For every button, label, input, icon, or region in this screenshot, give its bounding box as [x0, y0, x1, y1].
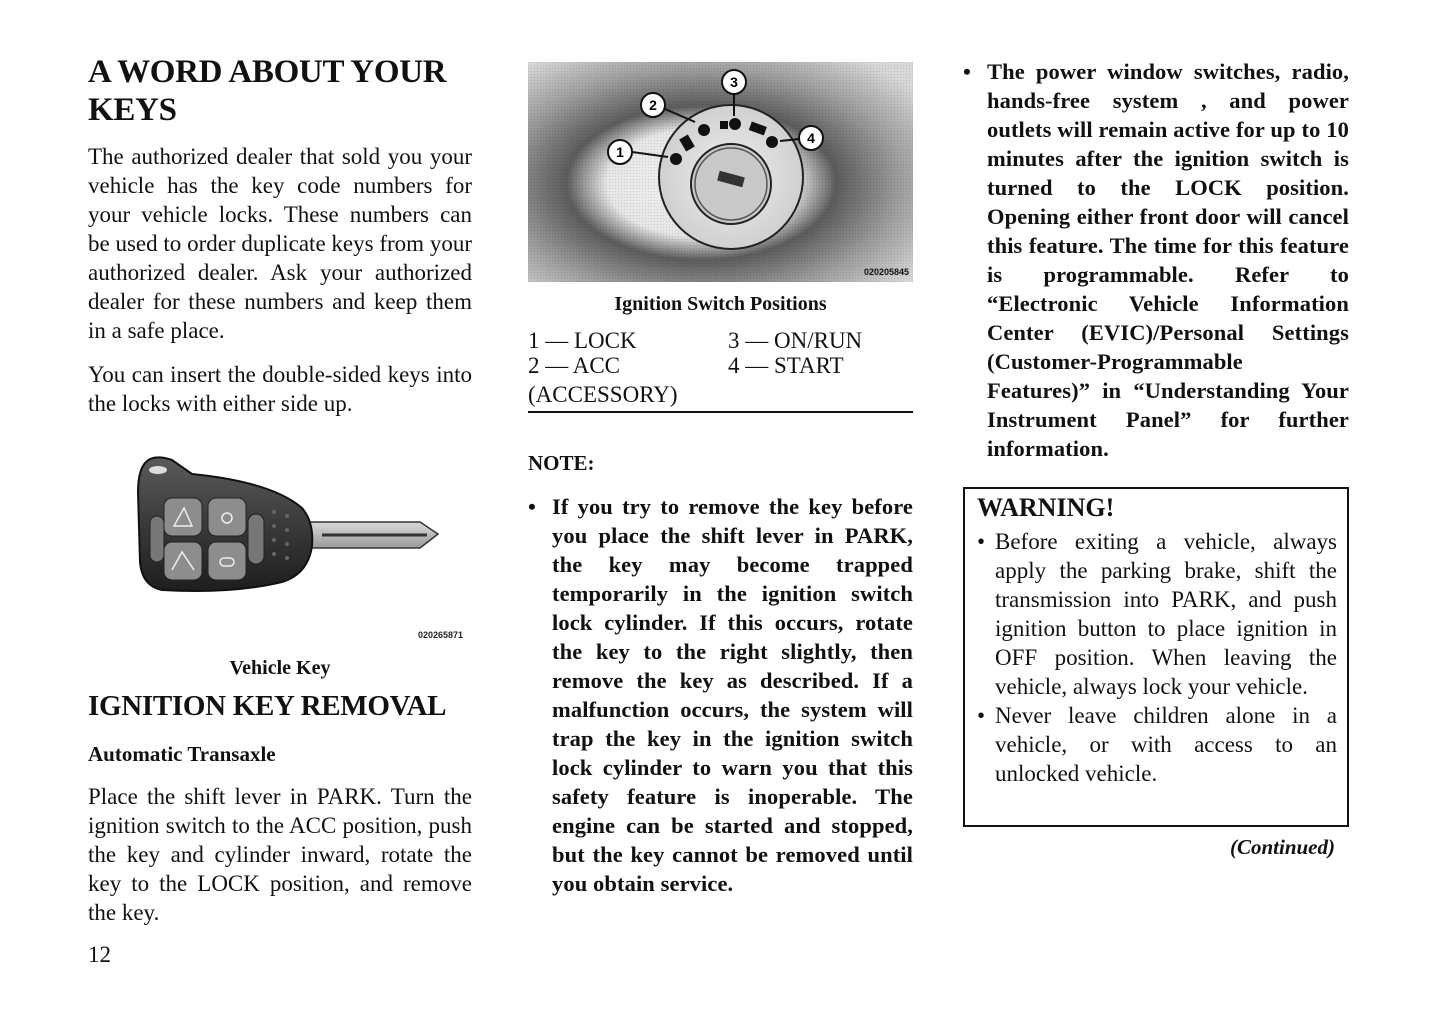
position-acc: 2 — ACC	[528, 353, 621, 378]
ignition-figure-id: 020205845	[864, 267, 910, 277]
page-number: 12	[88, 942, 111, 967]
svg-text:4: 4	[807, 130, 815, 146]
note-list	[528, 492, 913, 898]
vehicle-key-icon	[132, 452, 472, 622]
position-start: 4 — START	[728, 353, 844, 378]
svg-text:2: 2	[649, 97, 657, 113]
warning-title: WARNING!	[977, 493, 1115, 522]
ignition-figure-caption: Ignition Switch Positions	[614, 293, 827, 315]
warning-box	[963, 487, 1349, 827]
warning-item: • Before exiting a vehicle, always apply the parking brake, shift the transmission into PARK, and push ignition button to place ignition in OFF position. When leaving the vehicle, always lock your vehicle.	[977, 527, 1337, 701]
section-title: IGNITION KEY REMOVAL	[88, 690, 447, 722]
power-feature-item: • The power window switches, radio, hands-free system , and power outlets will remain active for up to 10 minutes after the ignition switch is turned to the LOCK position. Opening either front door will cancel this feature. The time for this feature is programmable. Refer to “Electronic Vehicle Information Center (EVIC)/Personal Settings (Customer-Programmable Features)” in “Understanding Your Instrument Panel” for further information.	[963, 57, 1349, 463]
key-removal-paragraph: Place the shift lever in PARK. Turn the ignition switch to the ACC position, push the key and cylinder inward, rotate the key to the LOCK position, and remove the key.	[88, 784, 472, 925]
ignition-positions-legend	[528, 328, 913, 407]
page-title: A WORD ABOUT YOUR KEYS	[88, 54, 447, 128]
divider-rule	[528, 411, 913, 413]
warning-list	[977, 527, 1337, 788]
svg-text:1: 1	[616, 144, 624, 160]
continued-label: (Continued)	[1229, 835, 1335, 859]
note-item: • If you try to remove the key before you place the shift lever in PARK, the key may become trapped temporarily in the ignition switch lock cylinder. If this occurs, rotate the key to the right slightly, then remove the key as described. If a malfunction occurs, the system will trap the key in the ignition switch lock cylinder to warn you that this safety feature is inoperable. The engine can be started and stopped, but the key cannot be removed until you obtain service.	[528, 492, 913, 898]
subsection-title: Automatic Transaxle	[88, 742, 276, 766]
power-feature-list	[963, 57, 1349, 463]
warning-item: • Never leave children alone in a vehicle, or with access to an unlocked vehicle.	[977, 701, 1337, 788]
vehicle-key-illustration	[132, 452, 472, 622]
key-code-paragraph: The authorized dealer that sold you your vehicle has the key code numbers for your vehicle locks. These numbers can be used to order duplicate keys from your authorized dealer. Ask your authorized dealer for these numbers and keep them in a safe place.	[88, 144, 472, 343]
position-acc-accessory: (ACCESSORY)	[528, 382, 678, 407]
svg-text:3: 3	[730, 74, 738, 90]
position-lock: 1 — LOCK	[528, 328, 637, 353]
ignition-switch-icon	[528, 62, 913, 282]
key-figure-id: 020265871	[418, 630, 464, 640]
note-label: NOTE:	[528, 451, 595, 475]
key-figure-caption: Vehicle Key	[229, 657, 331, 679]
double-sided-key-paragraph: You can insert the double-sided keys into the locks with either side up.	[88, 362, 472, 416]
position-on-run: 3 — ON/RUN	[728, 328, 863, 353]
ignition-switch-illustration	[528, 62, 913, 282]
